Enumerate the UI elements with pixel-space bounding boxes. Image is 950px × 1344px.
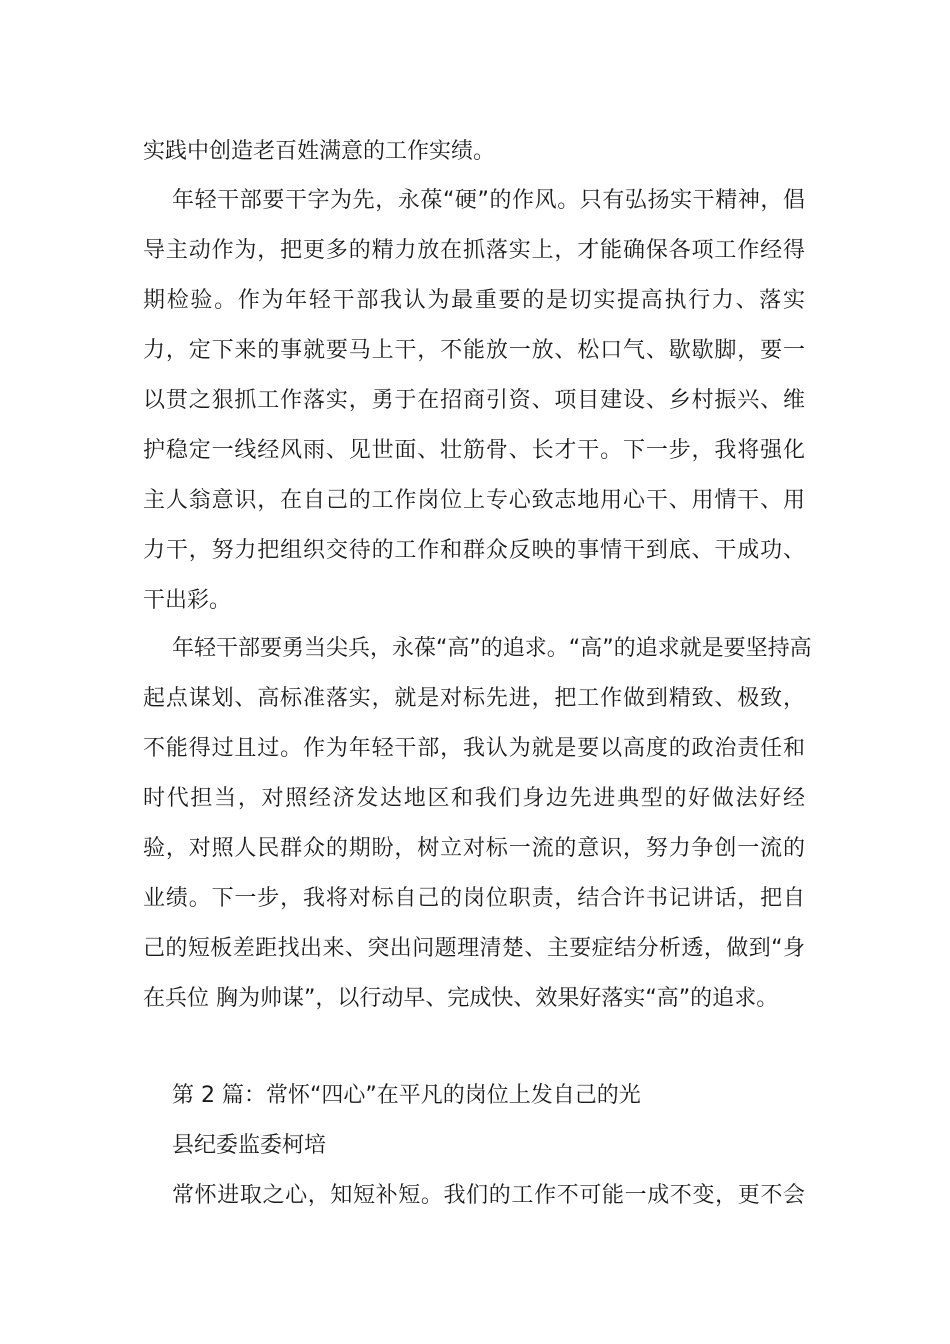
paragraph-hard-line-3: 期检验。作为年轻干部我认为最重要的是切实提高执行力、落实	[143, 288, 805, 313]
paragraph-high-line-7: 己的短板差距找出来、突出问题理清楚、主要症结分析透，做到“身	[143, 936, 805, 961]
article-2-author: 县纪委监委柯培	[172, 1133, 327, 1158]
paragraph-hard-line-7: 主人翁意识，在自己的工作岗位上专心致志地用心干、用情干、用	[143, 488, 805, 513]
paragraph-high-line-8: 在兵位 胸为帅谋”，以行动早、完成快、效果好落实“高”的追求。	[143, 986, 779, 1011]
paragraph-high-line-1: 年轻干部要勇当尖兵，永葆“高”的追求。“高”的追求就是要坚持高	[172, 636, 812, 661]
paragraph-high-line-2: 起点谋划、高标准落实，就是对标先进，把工作做到精致、极致，	[143, 686, 805, 711]
paragraph-high-line-4: 时代担当，对照经济发达地区和我们身边先进典型的好做法好经	[143, 786, 805, 811]
paragraph-hard-line-8: 力干，努力把组织交待的工作和群众反映的事情干到底、干成功、	[143, 538, 805, 563]
paragraph-hard-line-2: 导主动作为，把更多的精力放在抓落实上，才能确保各项工作经得	[143, 238, 805, 263]
paragraph-high-line-5: 验，对照人民群众的期盼，树立对标一流的意识，努力争创一流的	[143, 836, 805, 861]
paragraph-hard-line-5: 以贯之狠抓工作落实，勇于在招商引资、项目建设、乡村振兴、维	[143, 388, 805, 413]
paragraph-high-line-3: 不能得过且过。作为年轻干部，我认为就是要以高度的政治责任和	[143, 736, 805, 761]
article-2-title: 第 2 篇：常怀“四心”在平凡的岗位上发自己的光	[172, 1083, 641, 1108]
paragraph-hard-line-6: 护稳定一线经风雨、见世面、壮筋骨、长才干。下一步，我将强化	[143, 438, 805, 463]
article-2-first-line: 常怀进取之心，知短补短。我们的工作不可能一成不变，更不会	[172, 1183, 805, 1208]
paragraph-hard-line-1: 年轻干部要干字为先，永葆“硬”的作风。只有弘扬实干精神，倡	[172, 188, 805, 213]
paragraph-high-line-6: 业绩。下一步，我将对标自己的岗位职责，结合许书记讲话，把自	[143, 886, 805, 911]
paragraph-hard-line-4: 力，定下来的事就要马上干，不能放一放、松口气、歇歇脚，要一	[143, 338, 805, 363]
continuation-line: 实践中创造老百姓满意的工作实绩。	[143, 139, 496, 164]
paragraph-hard-line-9: 干出彩。	[143, 588, 232, 613]
